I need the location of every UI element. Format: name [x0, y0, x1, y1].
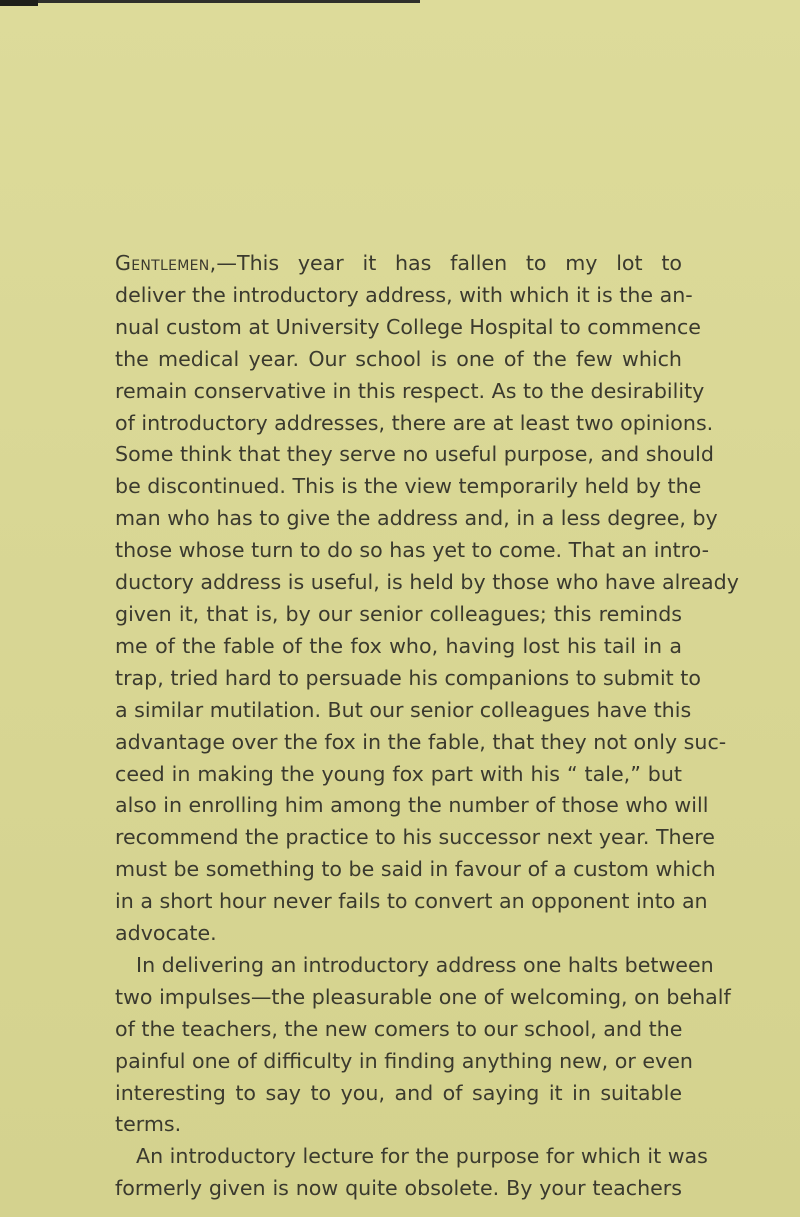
text-line: be discontinued. This is the view temporarily held by the — [115, 474, 702, 499]
salutation: Gentlemen, — [115, 251, 217, 275]
text-line: a similar mutilation. But our senior colleagues have this — [115, 697, 692, 722]
text-line: ductory address is useful, is held by those who have already — [115, 570, 739, 595]
text-line: of the teachers, the new comers to our school, and the — [115, 1016, 683, 1041]
text-line: trap, tried hard to persuade his companions to submit to — [115, 665, 701, 690]
paragraph-1 — [115, 248, 739, 950]
top-edge-rule — [0, 0, 420, 3]
text-line: given it, that is, by our senior colleagues; this reminds — [115, 601, 682, 626]
body-text — [115, 248, 739, 1205]
paragraph-2 — [115, 950, 731, 1141]
text-line: In delivering an introductory address one halts between — [136, 952, 714, 977]
text-line: also in enrolling him among the number of those who will — [115, 793, 709, 818]
text-line: of introductory addresses, there are at least two opinions. — [115, 410, 714, 435]
text-line: remain conservative in this respect. As to the desirability — [115, 378, 705, 403]
text-line: the medical year. Our school is one of the few which — [115, 346, 682, 371]
text-line: painful one of difficulty in finding anything new, or even — [115, 1048, 693, 1073]
text-line: advocate. — [115, 921, 217, 946]
paragraph-3 — [115, 1141, 708, 1205]
text-line: two impulses—the pleasurable one of welcoming, on behalf — [115, 984, 731, 1009]
text-line: An introductory lecture for the purpose for which it was — [136, 1144, 708, 1169]
text-line: recommend the practice to his successor next year. There — [115, 825, 715, 850]
text-line: in a short hour never fails to convert an opponent into an — [115, 889, 708, 914]
text-line: those whose turn to do so has yet to come. That an intro- — [115, 538, 710, 563]
text-line: Some think that they serve no useful purpose, and should — [115, 442, 714, 467]
text-line: man who has to give the address and, in a less degree, by — [115, 506, 718, 531]
text-line: advantage over the fox in the fable, that they not only suc- — [115, 729, 727, 754]
text-line: interesting to say to you, and of saying it in suitable — [115, 1080, 682, 1105]
text-line: formerly given is now quite obsolete. By your teachers — [115, 1176, 682, 1201]
text-line: must be something to be said in favour of a custom which — [115, 857, 716, 882]
text-line: deliver the introductory address, with which it is the an- — [115, 282, 693, 307]
text-line: ceed in making the young fox part with his “ tale,” but — [115, 761, 682, 786]
top-edge-mark — [0, 0, 38, 6]
text-line: terms. — [115, 1112, 182, 1137]
text-line: nual custom at University College Hospital to commence — [115, 314, 701, 339]
text-line: Gentlemen,—This year it has fallen to my lot to — [115, 251, 682, 275]
text-line: me of the fable of the fox who, having lost his tail in a — [115, 633, 682, 658]
